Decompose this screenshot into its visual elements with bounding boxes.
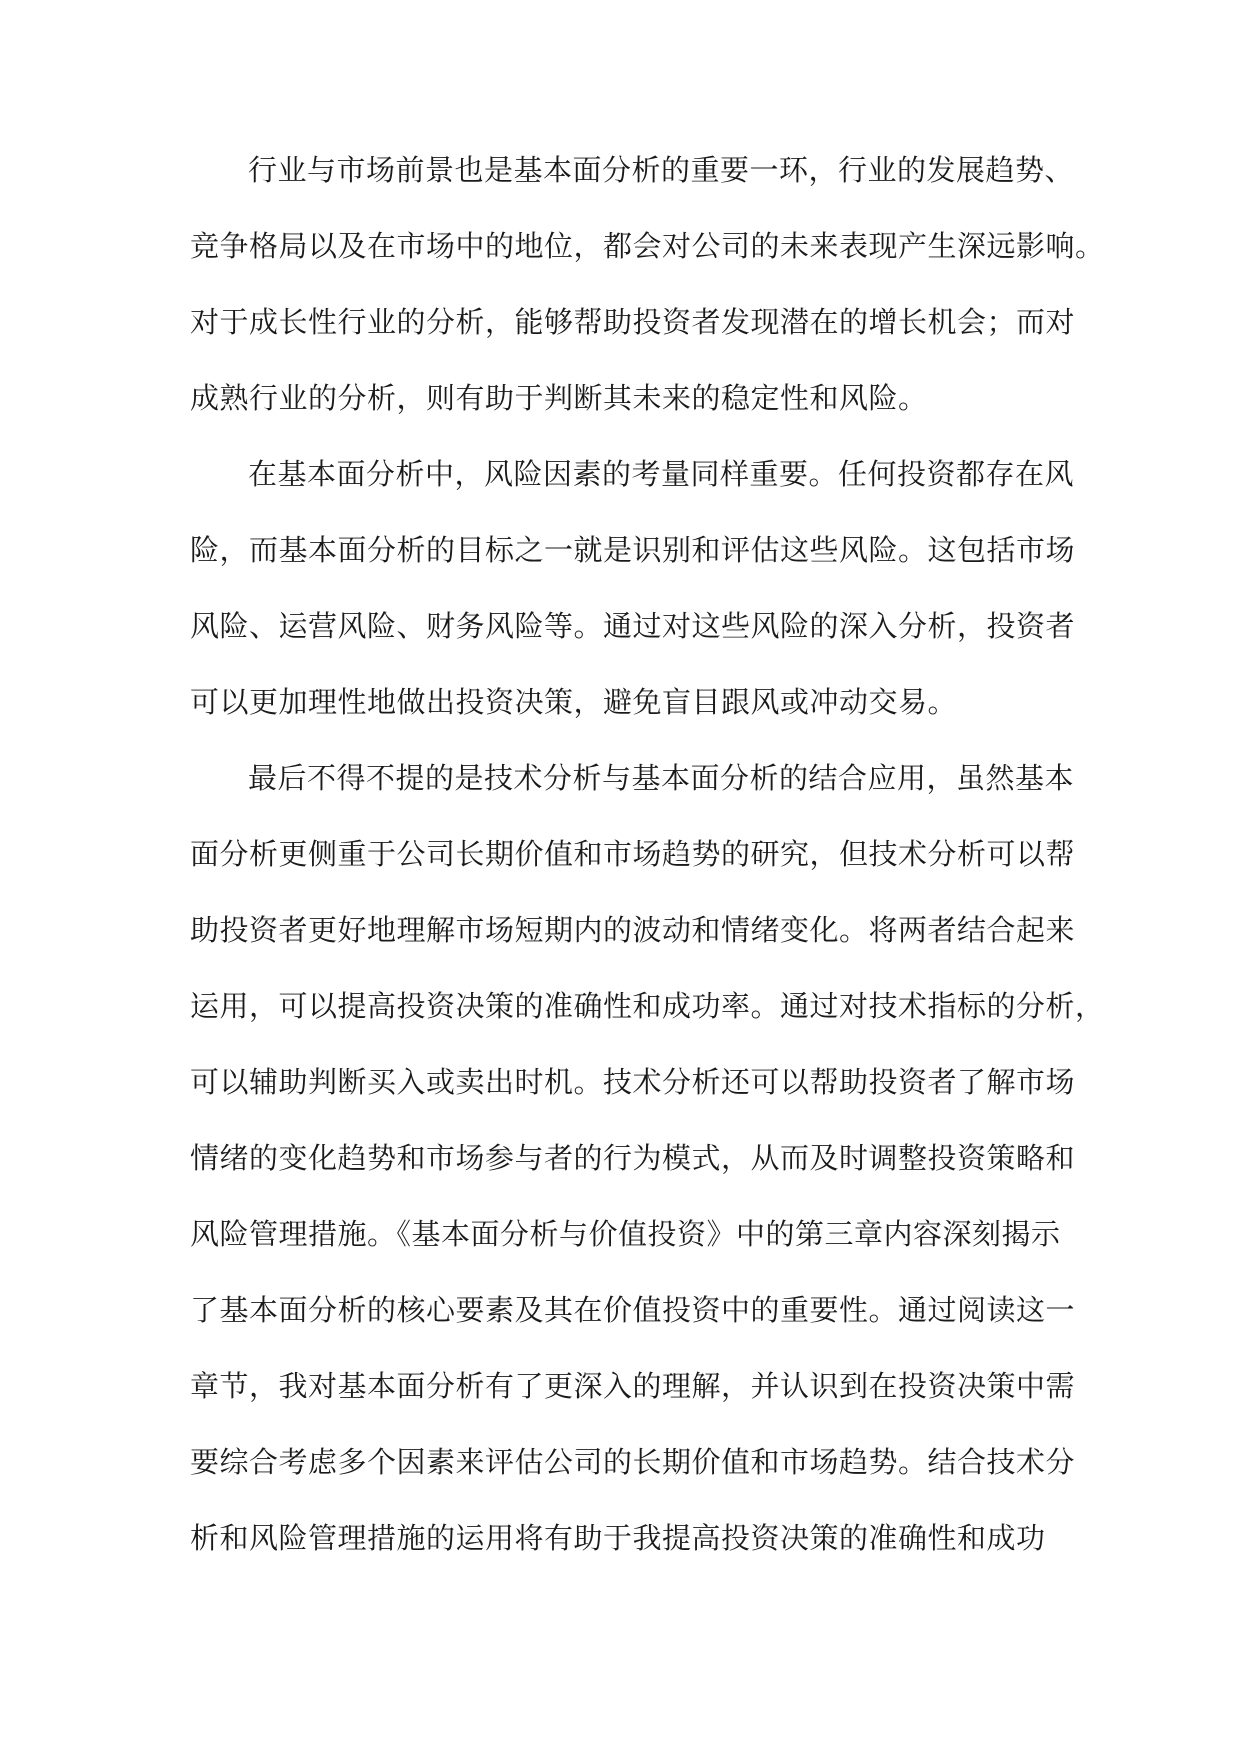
paragraph-2-line-4: 可以更加理性地做出投资决策，避免盲目跟风或冲动交易。 xyxy=(190,685,958,719)
paragraph-3-line-4: 运用，可以提高投资决策的准确性和成功率。通过对技术指标的分析， xyxy=(190,989,1105,1023)
paragraph-2-line-2: 险，而基本面分析的目标之一就是识别和评估这些风险。这包括市场 xyxy=(190,533,1076,567)
paragraph-2-line-3: 风险、运营风险、财务风险等。通过对这些风险的深入分析，投资者 xyxy=(190,609,1076,643)
paragraph-3-line-6: 情绪的变化趋势和市场参与者的行为模式，从而及时调整投资策略和 xyxy=(190,1141,1076,1175)
paragraph-1-line-4: 成熟行业的分析，则有助于判断其未来的稳定性和风险。 xyxy=(190,381,928,415)
body-text xyxy=(190,138,1105,1582)
paragraph-1-line-3: 对于成长性行业的分析，能够帮助投资者发现潜在的增长机会；而对 xyxy=(190,305,1076,339)
paragraph-1-line-1: 行业与市场前景也是基本面分析的重要一环，行业的发展趋势、 xyxy=(248,153,1075,187)
paragraph-3-line-3: 助投资者更好地理解市场短期内的波动和情绪变化。将两者结合起来 xyxy=(190,913,1076,947)
paragraph-3-line-5: 可以辅助判断买入或卖出时机。技术分析还可以帮助投资者了解市场 xyxy=(190,1065,1076,1099)
paragraph-2-line-1: 在基本面分析中，风险因素的考量同样重要。任何投资都存在风 xyxy=(248,457,1075,491)
paragraph-3-line-9: 章节，我对基本面分析有了更深入的理解，并认识到在投资决策中需 xyxy=(190,1369,1076,1403)
paragraph-1-line-2: 竞争格局以及在市场中的地位，都会对公司的未来表现产生深远影响。 xyxy=(190,229,1105,263)
paragraph-3-line-11: 析和风险管理措施的运用将有助于我提高投资决策的准确性和成功 xyxy=(190,1521,1046,1555)
paragraph-3-line-2: 面分析更侧重于公司长期价值和市场趋势的研究，但技术分析可以帮 xyxy=(190,837,1076,871)
paragraph-3-line-10: 要综合考虑多个因素来评估公司的长期价值和市场趋势。结合技术分 xyxy=(190,1445,1076,1479)
paragraph-3-line-7: 风险管理措施。《基本面分析与价值投资》中的第三章内容深刻揭示 xyxy=(190,1217,1061,1251)
paragraph-3-line-1: 最后不得不提的是技术分析与基本面分析的结合应用，虽然基本 xyxy=(248,761,1075,795)
paragraph-3-line-8: 了基本面分析的核心要素及其在价值投资中的重要性。通过阅读这一 xyxy=(190,1293,1076,1327)
